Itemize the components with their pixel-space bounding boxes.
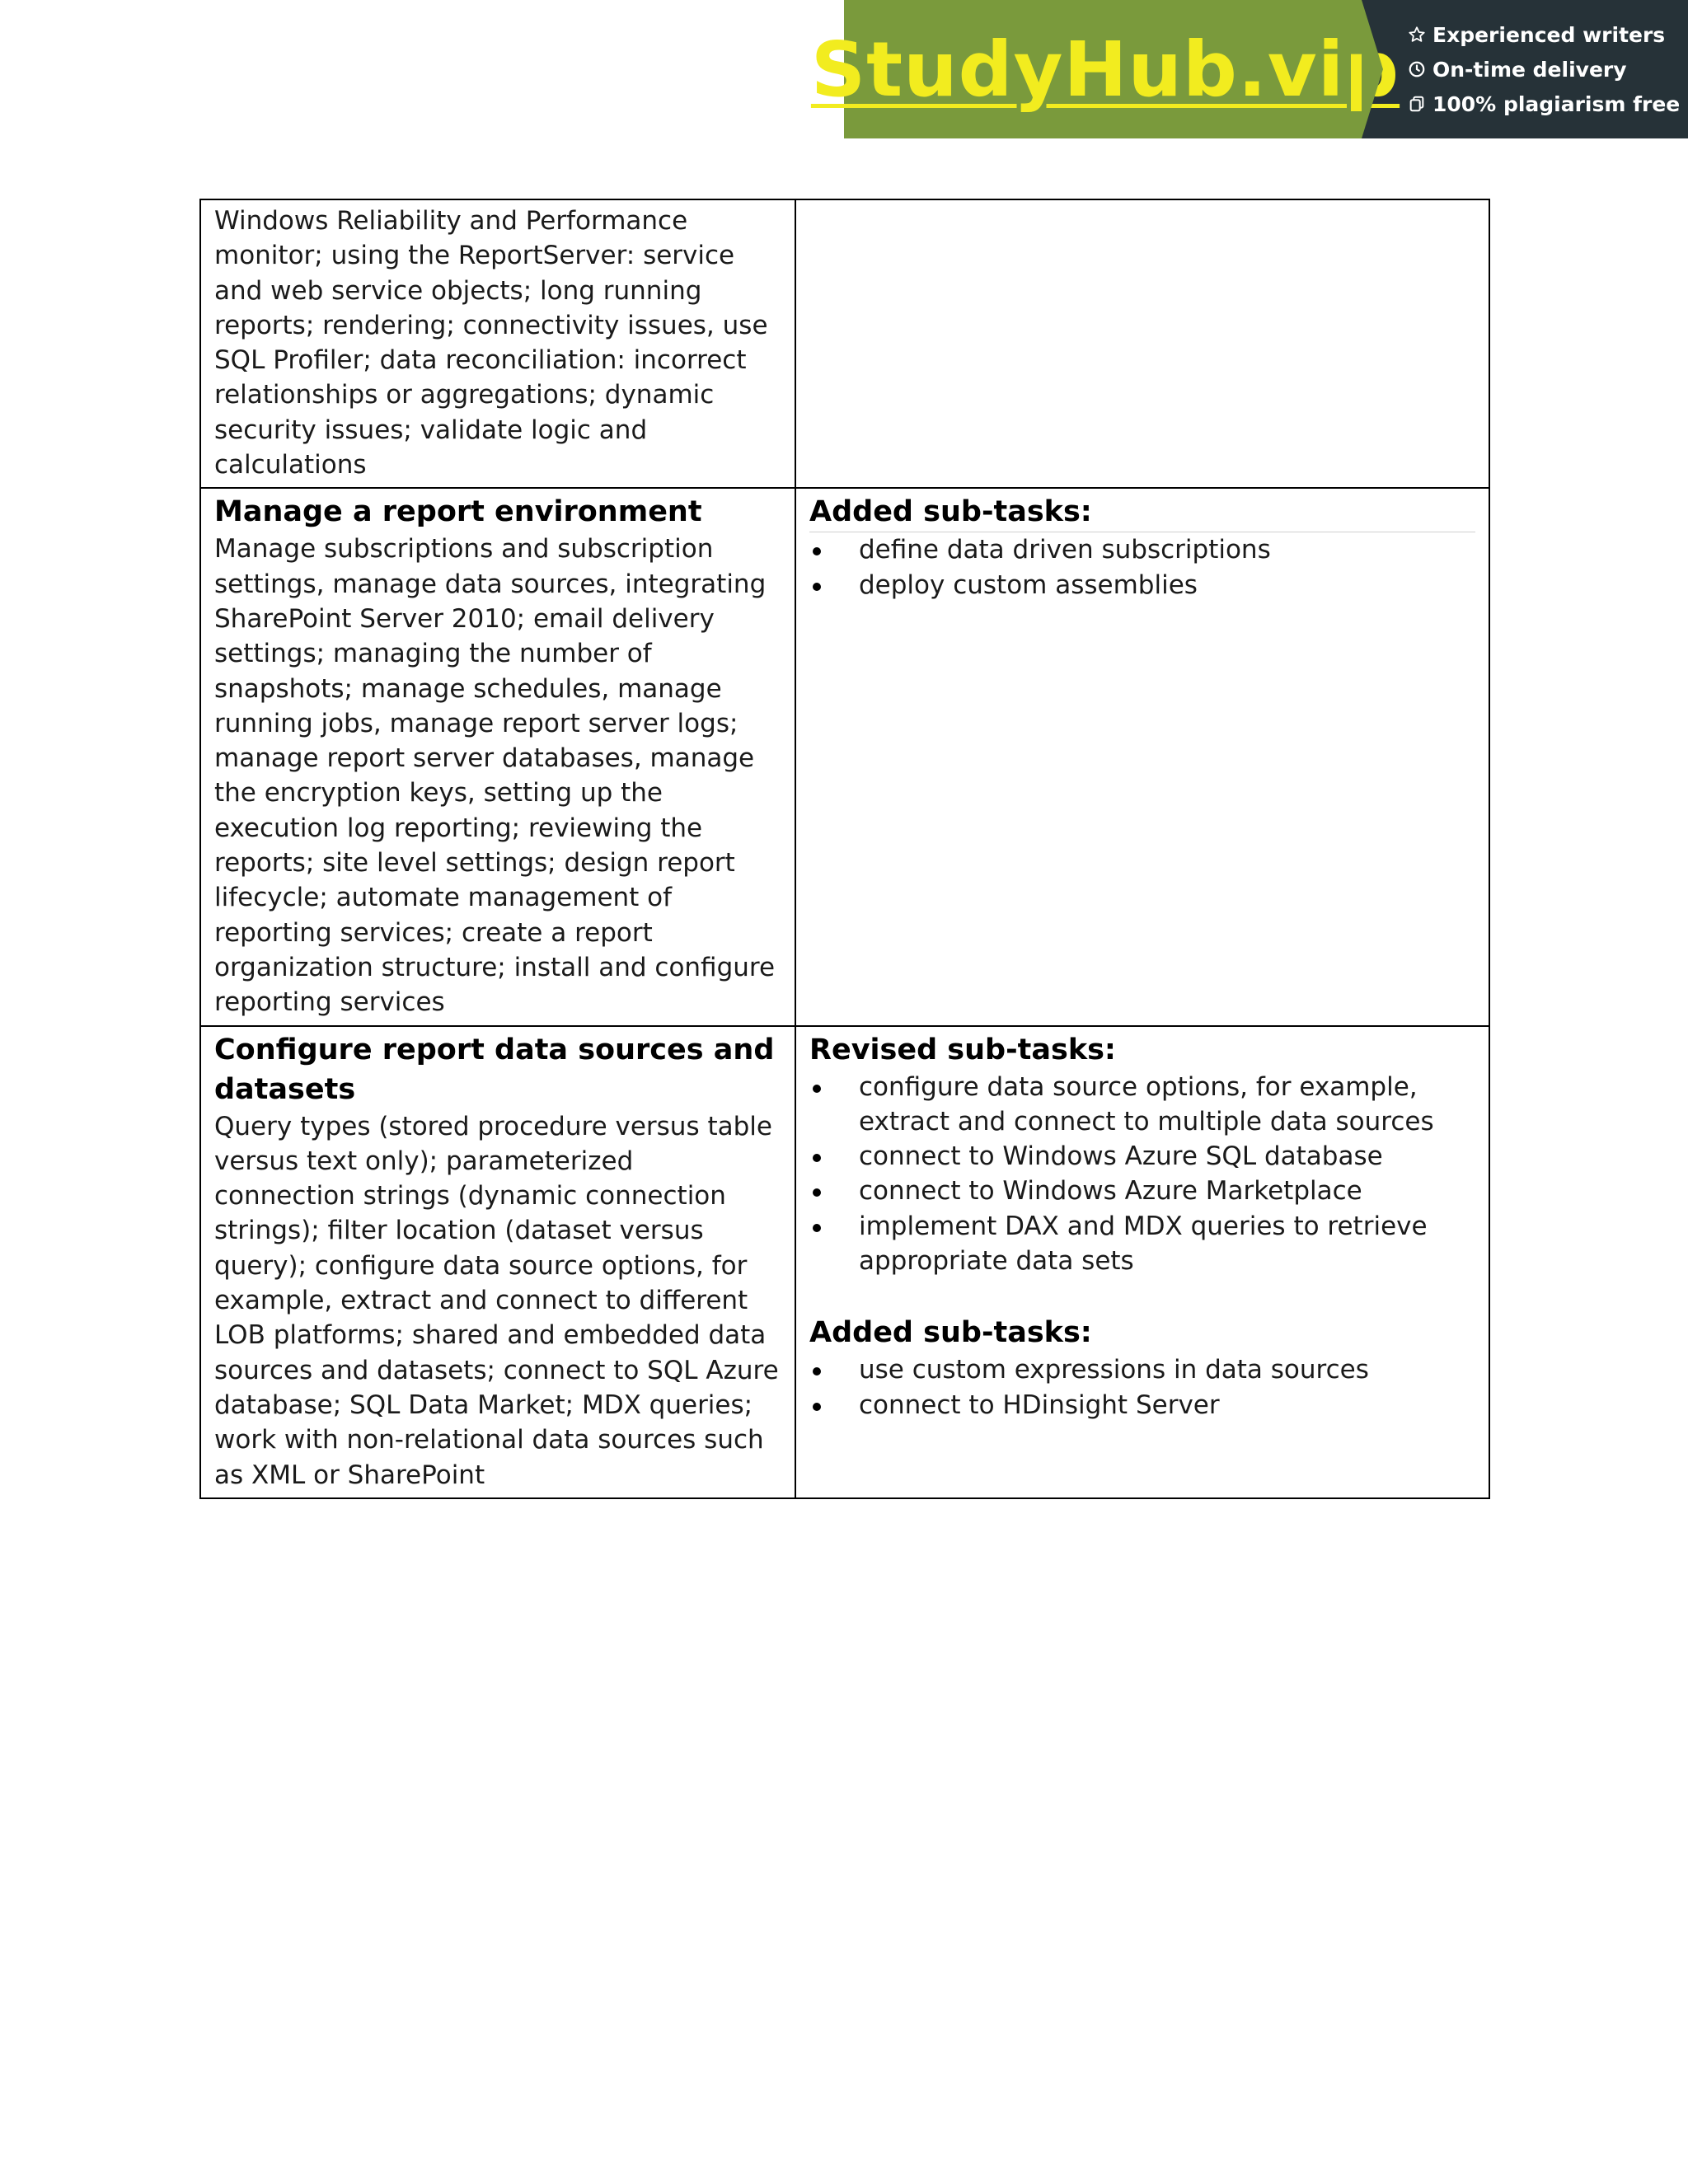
exam-objectives-table bbox=[199, 199, 1490, 1499]
subtasks-heading: Revised sub-tasks: bbox=[809, 1033, 1116, 1066]
list-item bbox=[809, 1174, 1475, 1208]
copy-icon bbox=[1408, 95, 1426, 113]
table-cell-right bbox=[795, 1026, 1489, 1498]
subtasks-heading: Added sub-tasks: bbox=[809, 1316, 1092, 1350]
table-cell-left bbox=[200, 199, 795, 488]
table-row bbox=[200, 488, 1489, 1025]
objective-heading: Manage a report environment bbox=[214, 495, 702, 529]
list-item-text: connect to Windows Azure SQL database bbox=[859, 1141, 1383, 1172]
table-row bbox=[200, 1026, 1489, 1498]
table-row bbox=[200, 199, 1489, 488]
bullet-icon bbox=[813, 1224, 821, 1232]
list-item-text: connect to Windows Azure Marketplace bbox=[859, 1176, 1362, 1207]
list-item bbox=[809, 1139, 1475, 1174]
list-item bbox=[809, 568, 1475, 602]
table-cell-right bbox=[795, 488, 1489, 1025]
list-item-text: use custom expressions in data sources bbox=[859, 1355, 1369, 1385]
subtasks-list bbox=[809, 1070, 1475, 1279]
feature-on-time-delivery bbox=[1408, 56, 1688, 82]
bullet-icon bbox=[813, 1403, 821, 1411]
banner-divider bbox=[1362, 0, 1383, 138]
feature-experienced-writers bbox=[1408, 21, 1688, 48]
table-cell-left bbox=[200, 488, 795, 1025]
list-item-text: connect to HDinsight Server bbox=[859, 1390, 1220, 1420]
table-cell-left bbox=[200, 1026, 795, 1498]
list-item bbox=[809, 532, 1475, 567]
list-item bbox=[809, 1352, 1475, 1387]
bullet-icon bbox=[813, 1085, 821, 1093]
cell-body-text: Query types (stored procedure versus table versus text only); parameterized connection strings (dynamic connection strings); filter location (dataset versus query); configure data source options, for example, extract and connect to different LOB platforms; shared and embedded data sources and datasets; connect to SQL Azure database; SQL Data Market; MDX queries; work with non-relational data sources such as XML or SharePoint bbox=[214, 1111, 779, 1490]
objective-heading: Configure report data sources and datasets bbox=[214, 1033, 775, 1106]
subtasks-list bbox=[809, 532, 1475, 602]
list-item bbox=[809, 1070, 1475, 1140]
feature-label: Experienced writers bbox=[1432, 22, 1666, 47]
studyhub-logo-text: StudyHub.vip bbox=[810, 25, 1400, 114]
subtasks-heading: Added sub-tasks: bbox=[809, 492, 1475, 532]
list-item-text: deploy custom assemblies bbox=[859, 569, 1198, 600]
cell-body-text: Windows Reliability and Performance monitor; using the ReportServer: service and web service objects; long running reports; rendering; connectivity issues, use SQL Profiler; data reconciliation: incorrect relationships or aggregations; dynamic security issues; validate logic and calculations bbox=[214, 206, 768, 480]
bullet-icon bbox=[813, 583, 821, 591]
studyhub-banner[interactable] bbox=[810, 0, 1688, 138]
star-outline-icon bbox=[1408, 26, 1426, 44]
feature-label: 100% plagiarism free bbox=[1432, 91, 1681, 116]
feature-label: On-time delivery bbox=[1432, 57, 1627, 82]
list-item bbox=[809, 1209, 1475, 1279]
cell-body-text: Manage subscriptions and subscription settings, manage data sources, integrating SharePoint Server 2010; email delivery settings; managing the number of snapshots; manage schedules, manage running jobs, manage report server logs; manage report server databases, manage the encryption keys, setting up the execution log reporting; reviewing the reports; site level settings; design report lifecycle; automate management of reporting services; create a report organization structure; install and configure reporting services bbox=[214, 534, 776, 1018]
feature-plagiarism-free bbox=[1408, 91, 1688, 117]
list-item bbox=[809, 1388, 1475, 1422]
bullet-icon bbox=[813, 1188, 821, 1197]
subtasks-list bbox=[809, 1352, 1475, 1422]
list-item-text: define data driven subscriptions bbox=[859, 535, 1271, 565]
banner-feature-list bbox=[1362, 0, 1688, 138]
table-cell-right bbox=[795, 199, 1489, 488]
list-item-text: configure data source options, for example, extract and connect to multiple data sources bbox=[859, 1071, 1434, 1137]
bullet-icon bbox=[813, 547, 821, 555]
bullet-icon bbox=[813, 1367, 821, 1376]
spacer bbox=[809, 1278, 1475, 1313]
studyhub-logo[interactable] bbox=[810, 0, 1400, 138]
list-item-text: implement DAX and MDX queries to retrieve appropriate data sets bbox=[859, 1211, 1428, 1277]
bullet-icon bbox=[813, 1154, 821, 1162]
clock-icon bbox=[1408, 60, 1426, 78]
